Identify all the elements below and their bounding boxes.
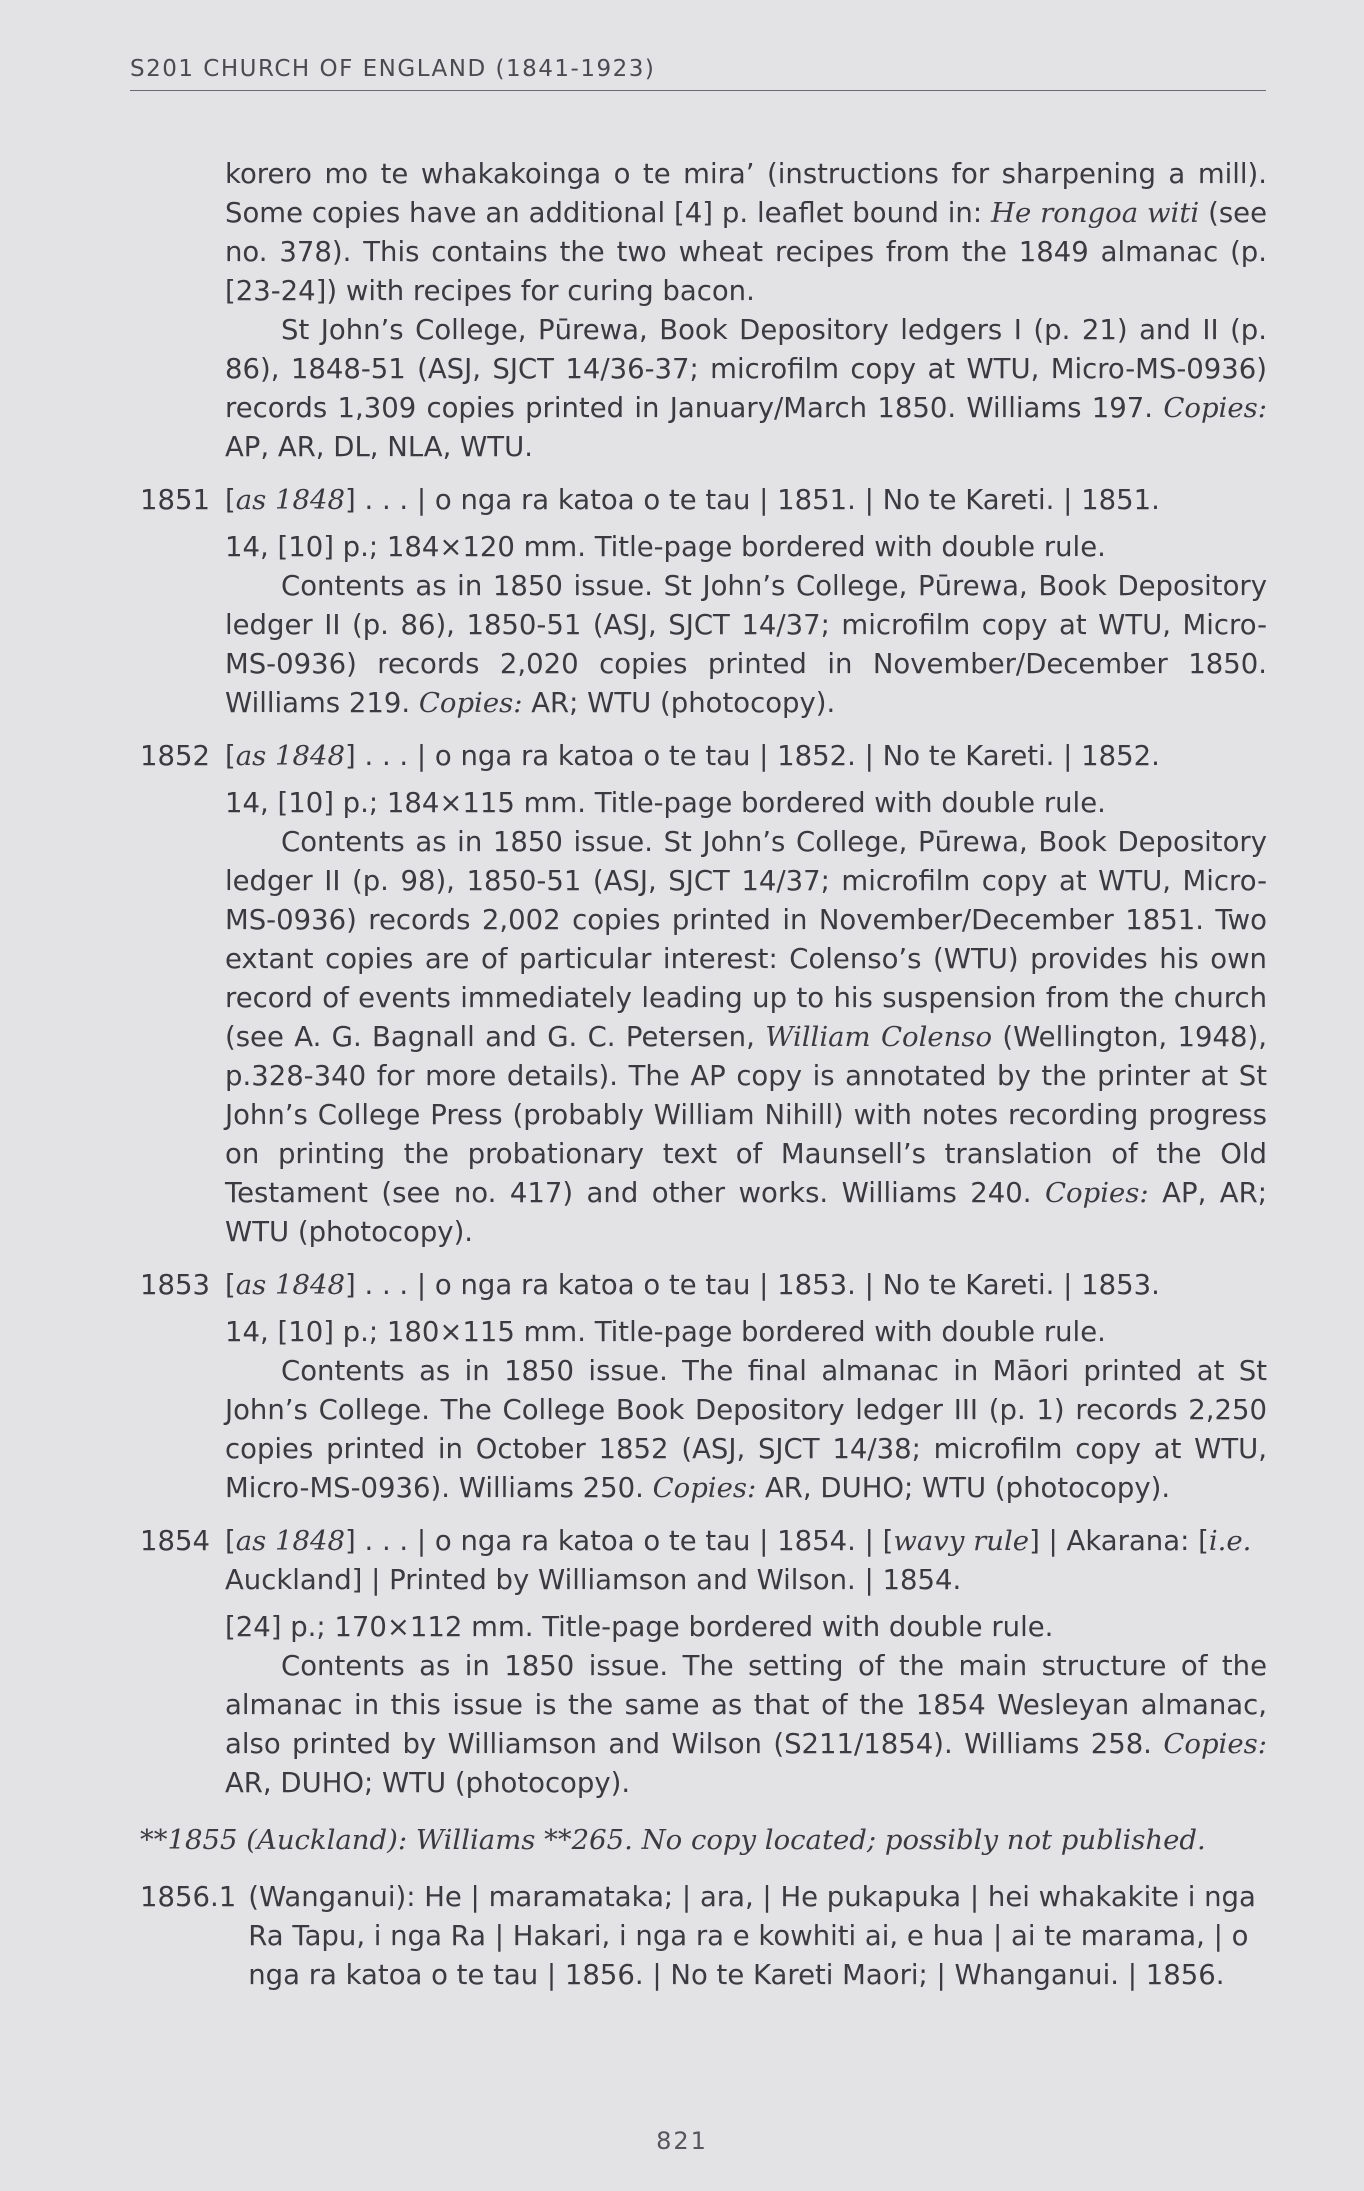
entry-title: [as 1848] . . . | o nga ra katoa o te tau | 1853. | No te Kareti. | 1853. [225, 1269, 1160, 1301]
note-1855: **1855 (Auckland): Williams **265. No copy located; possibly not published. [140, 1824, 1206, 1856]
page-body [140, 155, 1267, 1995]
entry-title: [as 1848] . . . | o nga ra katoa o te tau | 1852. | No te Kareti. | 1852. [225, 740, 1160, 772]
entry-notes: Contents as in 1850 issue. The setting of the main structure of the almanac in this issue is the same as that of the 1854 Wesleyan almanac, also printed by Williamson and Wilson (S211/1854). Williams 258. Copies: AR, DUHO; WTU (photocopy). [225, 1650, 1267, 1799]
entry-physical: 14, [10] p.; 184×120 mm. Title-page bordered with double rule. [225, 531, 1106, 563]
entry-title: [as 1848] . . . | o nga ra katoa o te tau | 1851. | No te Kareti. | 1851. [225, 484, 1160, 516]
entry-year: 1851 [140, 484, 210, 516]
entry-physical: 14, [10] p.; 180×115 mm. Title-page bordered with double rule. [225, 1316, 1106, 1348]
entry-year: 1856.1 [140, 1881, 237, 1913]
entry-1851 [140, 481, 1267, 520]
intro-paragraph-2: St John’s College, Pūrewa, Book Depository ledgers I (p. 21) and II (p. 86), 1848-51 (ASJ, SJCT 14/36-37; microfilm copy at WTU, Micro-MS-0936) records 1,309 copies printed in January/March 1850. Williams 197. Copies: AP, AR, DL, NLA, WTU. [225, 314, 1267, 463]
entry-year: 1852 [140, 740, 210, 772]
entry-1856-1 [140, 1878, 1267, 1995]
entry-year: 1854 [140, 1525, 210, 1557]
intro-paragraph-1: korero mo te whakakoinga o te mira’ (instructions for sharpening a mill). Some copies have an additional [4] p. leaflet bound in: He rongoa witi (see no. 378). This contains the two wheat recipes from the 1849 almanac (p. [23-24]) with recipes for curing bacon. [225, 158, 1267, 307]
entry-1854 [140, 1522, 1267, 1600]
entry-title: (Wanganui): He | maramataka; | ara, | He pukapuka | hei whakakite i nga Ra Tapu, i nga Ra | Hakari, i nga ra e kowhiti ai, e hua | ai te marama, | o nga ra katoa o te tau | 1856. | No te Kareti Maori; | Whanganui. | 1856. [248, 1881, 1256, 1991]
title-italic: He rongoa witi [991, 197, 1200, 229]
entry-physical: [24] p.; 170×112 mm. Title-page bordered with double rule. [225, 1611, 1054, 1643]
entry-title: [as 1848] . . . | o nga ra katoa o te tau | 1854. | [wavy rule] | Akarana: [i.e. Auckland] | Printed by Williamson and Wilson. | 1854. [225, 1525, 1252, 1596]
entry-physical: 14, [10] p.; 184×115 mm. Title-page bordered with double rule. [225, 787, 1106, 819]
running-head: S201 CHURCH OF ENGLAND (1841-1923) [130, 56, 1266, 91]
entry-1852 [140, 737, 1267, 776]
entry-year: 1853 [140, 1269, 210, 1301]
entry-notes: Contents as in 1850 issue. St John’s College, Pūrewa, Book Depository ledger II (p. 86), 1850-51 (ASJ, SJCT 14/37; microfilm copy at WTU, Micro-MS-0936) records 2,020 copies printed in November/December 1850. Williams 219. Copies: AR; WTU (photocopy). [225, 570, 1267, 719]
entry-1853 [140, 1266, 1267, 1305]
page-number: 821 [656, 2127, 708, 2155]
entry-notes: Contents as in 1850 issue. St John’s College, Pūrewa, Book Depository ledger II (p. 98), 1850-51 (ASJ, SJCT 14/37; microfilm copy at WTU, Micro-MS-0936) records 2,002 copies printed in November/December 1851. Two extant copies are of particular interest: Colenso’s (WTU) provides his own record of events immediately leading up to his suspension from the church (see A. G. Bagnall and G. C. Petersen, William Colenso (Wellington, 1948), p.328-340 for more details). The AP copy is annotated by the printer at St John’s College Press (probably William Nihill) with notes recording progress on printing the probationary text of Maunsell’s translation of the Old Testament (see no. 417) and other works. Williams 240. Copies: AP, AR; WTU (photocopy). [225, 826, 1267, 1248]
entry-notes: Contents as in 1850 issue. The final almanac in Māori printed at St John’s College. The College Book Depository ledger III (p. 1) records 2,250 copies printed in October 1852 (ASJ, SJCT 14/38; microfilm copy at WTU, Micro-MS-0936). Williams 250. Copies: AR, DUHO; WTU (photocopy). [225, 1355, 1267, 1504]
